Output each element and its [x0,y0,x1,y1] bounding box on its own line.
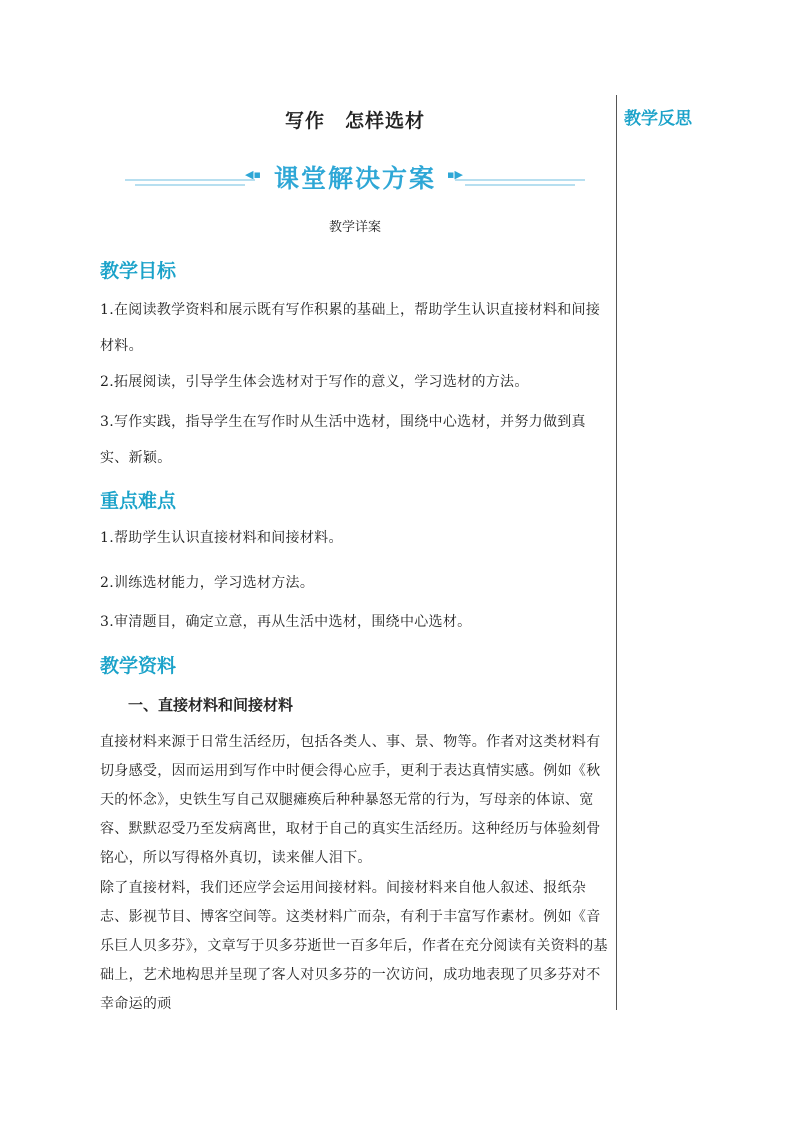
subsection-heading: 一、直接材料和间接材料 [128,696,294,714]
banner-arrows-left-icon: ◀▪ [245,168,261,181]
key-point-item: 3.审清题目，确定立意，再从生活中选材，围绕中心选材。 [100,614,472,630]
banner-line-left [125,179,255,181]
key-point-item: 2.训练选材能力，学习选材方法。 [100,575,315,591]
objective-item: 3.写作实践，指导学生在写作时从生活中选材，围绕中心选材，并努力做到真实、新颖。 [100,414,586,466]
body-paragraph: 除了直接材料，我们还应学会运用间接材料。间接材料来自他人叙述、报纸杂志、影视节目、博客空间等。这类材料广而杂，有利于丰富写作素材。例如《音乐巨人贝多芬》，文章写于贝多芬逝世一百多年后，作者在充分阅读有关资料的基础上，艺术地构思并呈现了客人对贝多芬的一次访问，成功地表现了贝多芬对不幸命运的顽 [100,880,608,1012]
banner-caption: 课堂解决方案 [273,164,436,193]
section-heading-objectives: 教学目标 [100,260,177,282]
page-title: 写作 怎样选材 [284,110,425,132]
subtitle: 教学详案 [328,220,381,235]
reflection-heading: 教学反思 [624,109,692,129]
margin-divider [616,95,617,1010]
key-point-item: 1.帮助学生认识直接材料和间接材料。 [100,530,343,546]
banner-line-right-2 [465,184,575,186]
banner-line-right [455,179,585,181]
body-paragraph: 直接材料来源于日常生活经历，包括各类人、事、景、物等。作者对这类材料有切身感受，因而运用到写作中时便会得心应手，更利于表达真情实感。例如《秋天的怀念》，史铁生写自己双腿瘫痪后种种暴怒无常的行为，写母亲的体谅、宽容、默默忍受乃至发病离世，取材于自己的真实生活经历。这种经历与体验刻骨铭心，所以写得格外真切，读来催人泪下。 [100,734,601,866]
section-heading-key-points: 重点难点 [100,490,177,512]
section-heading-materials: 教学资料 [100,655,177,677]
banner-line-left-2 [135,184,245,186]
objective-item: 1.在阅读教学资料和展示既有写作积累的基础上，帮助学生认识直接材料和间接材料。 [100,302,601,354]
banner-arrows-right-icon: ▪▶ [447,168,463,181]
section-banner [125,155,585,195]
objective-item: 2.拓展阅读，引导学生体会选材对于写作的意义，学习选材的方法。 [100,374,529,390]
